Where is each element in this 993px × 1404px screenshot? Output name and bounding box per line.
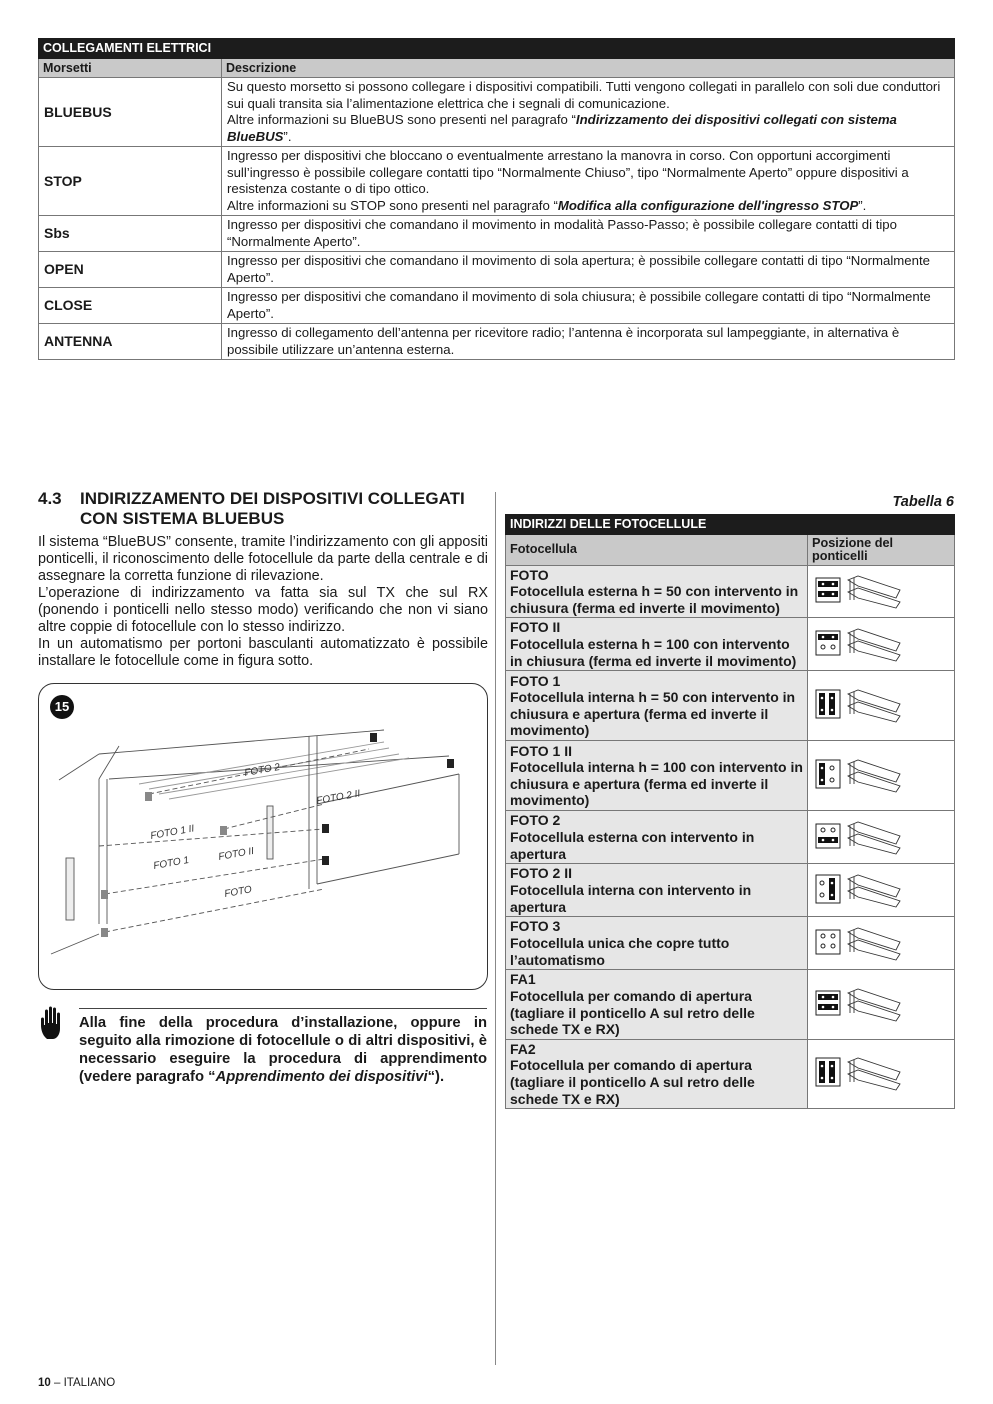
col-header-description: Descrizione (222, 58, 955, 78)
table-row (506, 741, 955, 811)
terminal-description (222, 147, 955, 216)
figure-label-foto2: FOTO 2 (243, 761, 281, 779)
photocell-description (506, 1039, 808, 1108)
terminal-description: Ingresso per dispositivi che comandano il movimento di sola chiusura; è possibile collegare contatti di tipo “Normalmente Aperto”. (222, 288, 955, 324)
description-text: ”. (858, 197, 867, 213)
table-row (506, 618, 955, 671)
photocell-name: FA1 (510, 971, 536, 988)
photocell-description (506, 970, 808, 1039)
figure-label-foto2-ii: FOTO 2 II (315, 788, 362, 807)
jumper-config-foto-2-icon (814, 816, 904, 856)
jumper-position (808, 618, 955, 671)
paragraph-reference: Modifica alla configurazione dell'ingresso STOP (557, 197, 859, 213)
figure-label-foto1: FOTO 1 (152, 854, 190, 872)
jumper-position (808, 917, 955, 970)
column-divider (495, 492, 496, 1365)
page-number: 10 (38, 1377, 51, 1389)
jumper-config-foto-ii-icon (814, 623, 904, 663)
terminal-name: STOP (39, 147, 222, 216)
jumper-position (808, 864, 955, 917)
note-divider (79, 1008, 487, 1009)
photocell-function: Fotocellula per comando di apertura (tagliare il ponticello A sul retro delle schede TX e RX) (510, 987, 755, 1038)
figure-photocell-layout (38, 683, 488, 990)
jumper-config-foto-icon (814, 570, 904, 610)
note-text: Alla fine della procedura d’installazione, oppure in seguito alla rimozione di fotocellule o di altri dispositivi, è necessario eseguire la procedura di apprendimento (vedere paragrafo “ (79, 1015, 487, 1085)
hand-stop-icon (38, 1005, 72, 1041)
garage-door-illustration (39, 684, 487, 989)
jumper-config-foto-1-icon (814, 684, 904, 724)
photocell-name: FOTO 1 (510, 672, 561, 689)
photocell-function: Fotocellula interna h = 50 con intervento in chiusura e apertura (ferma ed inverte il movimento) (510, 689, 796, 739)
jumper-position (808, 970, 955, 1039)
footer-language: ITALIANO (63, 1377, 116, 1389)
table-row (39, 288, 955, 324)
connections-table (38, 38, 955, 360)
photocell-name: FOTO 3 (510, 918, 561, 935)
section-body (38, 534, 488, 670)
figure-label-foto: FOTO (223, 884, 253, 900)
photocell-name: FOTO 2 II (510, 865, 572, 882)
table-row (506, 970, 955, 1039)
body-paragraph: In un automatismo per portoni basculanti automatizzato è possibile installare le fotocellule come in figura sotto. (38, 636, 488, 669)
col-header-photocell: Fotocellula (506, 534, 808, 565)
jumper-config-fa1-icon (814, 983, 904, 1023)
figure-number-badge: 15 (50, 695, 74, 719)
photocell-address-table (505, 514, 955, 1109)
installation-note (79, 1014, 487, 1086)
photocell-description (506, 864, 808, 917)
table-row (506, 811, 955, 864)
terminal-name: ANTENNA (39, 324, 222, 360)
photocell-description (506, 811, 808, 864)
paragraph-reference: Indirizzamento dei dispositivi collegati con sistema BlueBUS (227, 112, 897, 144)
photocell-function: Fotocellula unica che copre tutto l’automatismo (510, 935, 730, 968)
table-row (39, 216, 955, 252)
table-row (506, 565, 955, 618)
photocell-name: FOTO 1 II (510, 742, 572, 759)
photocell-function: Fotocellula esterna h = 100 con intervento in chiusura (ferma ed inverte il movimento) (510, 636, 797, 669)
jumper-position (808, 1039, 955, 1108)
footer-separator: – (50, 1377, 64, 1389)
description-text: ”. (283, 128, 292, 144)
page-footer (38, 1377, 115, 1389)
col-header-terminal: Morsetti (39, 58, 222, 78)
jumper-config-foto-2-ii-icon (814, 869, 904, 909)
table-row (39, 78, 955, 147)
jumper-position (808, 811, 955, 864)
terminal-description: Ingresso per dispositivi che comandano il movimento in modalità Passo-Passo; è possibile collegare contatti di tipo “Normalmente Aperto”. (222, 216, 955, 252)
photocell-name: FA2 (510, 1040, 536, 1057)
photocell-description (506, 565, 808, 618)
description-text: Su questo morsetto si possono collegare i dispositivi compatibili. Tutti vengono collegati in parallelo con soli due conduttori sui quali transita sia l’alimentazione elettrica che i segnali di comunicazione. (227, 79, 941, 111)
table-row (39, 324, 955, 360)
description-text: Altre informazioni su STOP sono presenti nel paragrafo “ (227, 197, 558, 213)
col-header-jumper-position: Posizione del ponticelli (808, 534, 955, 565)
photocell-function: Fotocellula interna con intervento in apertura (510, 882, 752, 915)
photocell-name: FOTO (510, 566, 549, 583)
photocell-description (506, 671, 808, 741)
table-row (506, 671, 955, 741)
connections-table-caption: COLLEGAMENTI ELETTRICI (39, 39, 955, 59)
table-label: Tabella 6 (892, 494, 954, 510)
jumper-config-fa2-icon (814, 1052, 904, 1092)
table-row (506, 917, 955, 970)
figure-label-foto-ii: FOTO II (217, 845, 255, 863)
description-text: Altre informazioni su BlueBUS sono presenti nel paragrafo “ (227, 112, 576, 127)
section-title: INDIRIZZAMENTO DEI DISPOSITIVI COLLEGATI CON SISTEMA BLUEBUS (80, 489, 465, 528)
figure-label-foto1-ii: FOTO 1 II (149, 823, 196, 842)
photocell-function: Fotocellula interna h = 100 con intervento in chiusura e apertura (ferma ed inverte il movimento) (510, 759, 803, 809)
section-number: 4.3 (38, 489, 62, 508)
table-row (39, 147, 955, 216)
note-reference: Apprendimento dei dispositivi (215, 1069, 428, 1085)
terminal-description: Ingresso per dispositivi che comandano il movimento di sola apertura; è possibile collegare contatti di tipo “Normalmente Aperto”. (222, 252, 955, 288)
body-paragraph: Il sistema “BlueBUS” consente, tramite l’indirizzamento con gli appositi ponticelli, il riconoscimento delle fotocellule da parte della centrale e di assegnare la corretta funzione di rilevazione. (38, 534, 488, 584)
terminal-name: OPEN (39, 252, 222, 288)
jumper-position (808, 565, 955, 618)
jumper-position (808, 671, 955, 741)
terminal-name: BLUEBUS (39, 78, 222, 147)
table-row (506, 1039, 955, 1108)
table-row (506, 864, 955, 917)
jumper-config-foto-1-ii-icon (814, 754, 904, 794)
note-text: “). (427, 1069, 445, 1085)
jumper-position (808, 741, 955, 811)
photocell-description (506, 917, 808, 970)
photocell-name: FOTO 2 (510, 812, 561, 829)
jumper-config-foto-3-icon (814, 922, 904, 962)
photocell-function: Fotocellula per comando di apertura (tagliare il ponticello A sul retro delle schede TX e RX) (510, 1057, 755, 1107)
terminal-name: CLOSE (39, 288, 222, 324)
table-row (39, 252, 955, 288)
terminal-description: Ingresso di collegamento dell’antenna per ricevitore radio; l’antenna è incorporata sul lampeggiante, in alternativa è possibile utilizzare un’antenna esterna. (222, 324, 955, 360)
photocell-description (506, 741, 808, 811)
terminal-description (222, 78, 955, 147)
photocell-table-caption: INDIRIZZI DELLE FOTOCELLULE (506, 515, 955, 535)
body-paragraph: L’operazione di indirizzamento va fatta sia sul TX che sul RX (ponendo i ponticelli nello stesso modo) verificando che non vi siano altre coppie di fotocellule con lo stesso indirizzo. (38, 585, 488, 635)
terminal-name: Sbs (39, 216, 222, 252)
photocell-name: FOTO II (510, 619, 561, 636)
description-text: Ingresso per dispositivi che bloccano o eventualmente arrestano la manovra in corso. Con opportuni accorgimenti sull’ingresso è possibile collegare contatti tipo “Normalmente Chiuso”, tipo “Normalmente Aperto” oppure dispositivi a resistenza costante o di tipo ottico. (227, 148, 909, 196)
photocell-function: Fotocellula esterna con intervento in apertura (510, 829, 755, 862)
photocell-function: Fotocellula esterna h = 50 con intervento in chiusura (ferma ed inverte il movimento) (510, 583, 799, 616)
photocell-description (506, 618, 808, 671)
